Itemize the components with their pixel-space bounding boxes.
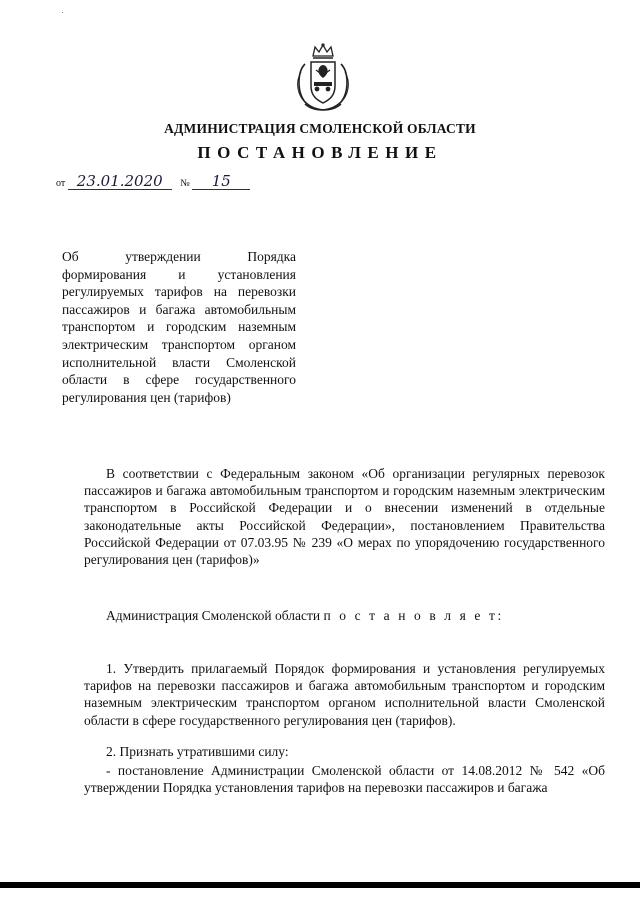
number-prefix: № xyxy=(180,178,190,189)
coat-of-arms-icon xyxy=(291,42,355,114)
item-2-bullet-1: - постановление Администрации Смоленской области от 14.08.2012 № 542 «Об утверждении Порядка установления тарифов на перевозки пассажиров и багажа xyxy=(84,763,605,796)
preamble-paragraph: В соответствии с Федеральным законом «Об организации регулярных перевозок пассажиров и багажа автомобильным транспортом и городским наземным электрическим транспортом в Российской Федерации и о внесении изменений в отдельные законодательные акты Российской Федерации», постановлением Правительства Российской Федерации от 07.03.95 № 239 «О мерах по упорядочению государственного регулирования цен (тарифов)» xyxy=(84,466,605,568)
scan-dot xyxy=(62,12,63,13)
date-prefix: от xyxy=(56,178,66,189)
resolution-subject: Администрация Смоленской области xyxy=(106,608,321,623)
document-subject: Об утверждении Порядка формирования и установления регулируемых тарифов на перевозки пассажиров и багажа автомобильным транспортом и городским наземным электрическим транспортом органом исполнительной власти Смоленской области в сфере государственного регулирования цен (тарифов) xyxy=(62,249,296,405)
document-title: ПОСТАНОВЛЕНИЕ xyxy=(197,143,443,162)
scan-bottom-border xyxy=(0,882,640,888)
resolution-verb: п о с т а н о в л я е т: xyxy=(323,608,504,623)
item-2-paragraph: 2. Признать утратившими силу: xyxy=(106,744,289,759)
date-number-line xyxy=(56,174,250,190)
item-1-paragraph: 1. Утвердить прилагаемый Порядок формирования и установления регулируемых тарифов на перевозки пассажиров и багажа автомобильным транспортом и городским наземным электрическим транспортом органом исполнительной власти Смоленской области в сфере государственного регулирования цен (тарифов). xyxy=(84,661,605,728)
date-value: 23.01.2020 xyxy=(68,174,172,190)
resolution-line xyxy=(106,608,606,624)
organization-heading: АДМИНИСТРАЦИЯ СМОЛЕНСКОЙ ОБЛАСТИ xyxy=(164,121,476,136)
number-value: 15 xyxy=(192,174,250,190)
